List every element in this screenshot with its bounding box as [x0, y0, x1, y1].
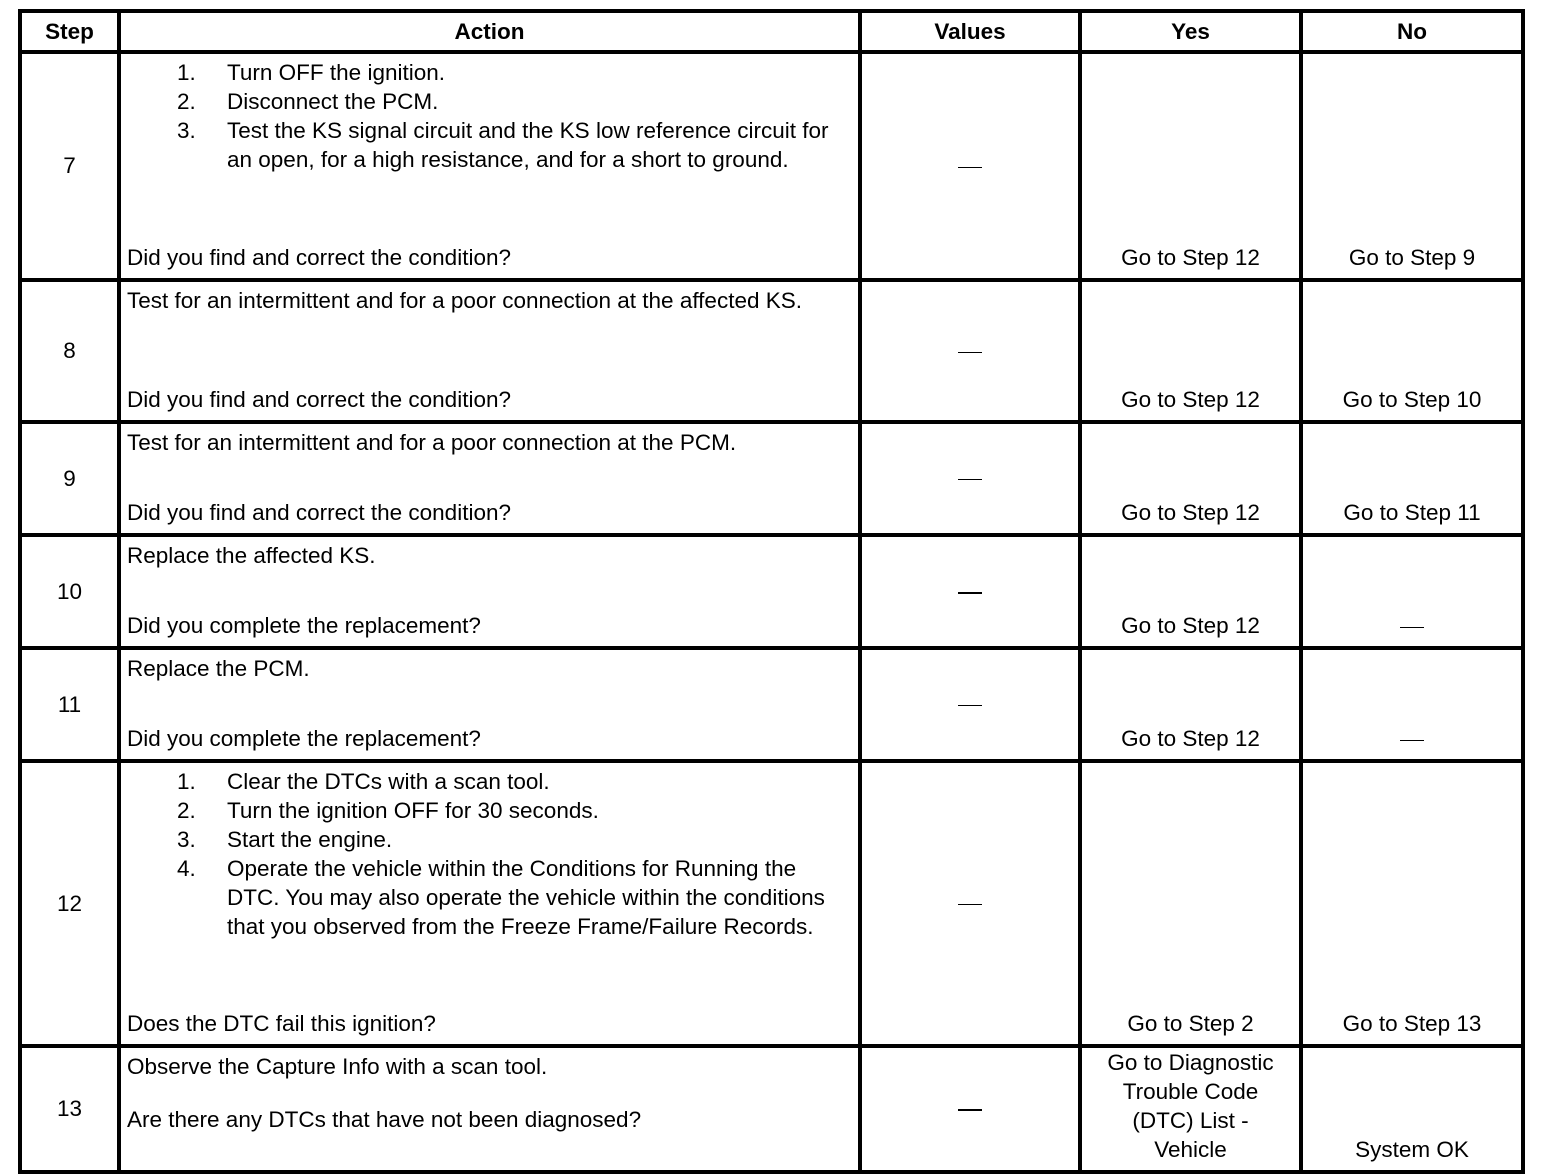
- table-row: [20, 648, 1523, 761]
- values-cell: [860, 1046, 1080, 1172]
- action-question: Does the DTC fail this ignition?: [127, 1011, 436, 1036]
- table-row: [20, 280, 1523, 422]
- values-dash: [958, 705, 982, 706]
- list-item: 3. Test the KS signal circuit and the KS low reference circuit for an open, for a high resistance, and for a short to ground.: [177, 118, 829, 172]
- yes-cell: Go to Step 12: [1080, 422, 1301, 535]
- action-cell: [119, 761, 860, 1046]
- yes-cell: Go to Step 12: [1080, 280, 1301, 422]
- action-cell: [119, 280, 860, 422]
- header-action: Action: [119, 11, 860, 52]
- list-item: 1. Clear the DTCs with a scan tool.: [177, 769, 550, 794]
- values-cell: [860, 535, 1080, 648]
- step-number: 9: [20, 422, 119, 535]
- action-steps-list: [127, 58, 850, 174]
- action-cell: [119, 52, 860, 280]
- action-cell: [119, 535, 860, 648]
- header-no: No: [1301, 11, 1523, 52]
- action-text: Replace the PCM.: [127, 656, 310, 681]
- yes-cell: Go to Diagnostic Trouble Code (DTC) List - Vehicle: [1080, 1046, 1301, 1172]
- list-item: 2. Turn the ignition OFF for 30 seconds.: [177, 798, 599, 823]
- no-cell: Go to Step 10: [1301, 280, 1523, 422]
- step-number: 8: [20, 280, 119, 422]
- yes-cell: Go to Step 12: [1080, 535, 1301, 648]
- no-cell: Go to Step 11: [1301, 422, 1523, 535]
- no-cell: [1301, 535, 1523, 648]
- list-item: 1. Turn OFF the ignition.: [177, 60, 446, 85]
- no-cell: Go to Step 9: [1301, 52, 1523, 280]
- step-number: 12: [20, 761, 119, 1046]
- list-item: 3. Start the engine.: [177, 827, 393, 852]
- table-row: [20, 422, 1523, 535]
- yes-cell: Go to Step 2: [1080, 761, 1301, 1046]
- header-values: Values: [860, 11, 1080, 52]
- action-cell: [119, 1046, 860, 1172]
- values-dash: [958, 167, 982, 168]
- no-cell: System OK: [1301, 1046, 1523, 1172]
- yes-cell: Go to Step 12: [1080, 52, 1301, 280]
- action-question: Did you find and correct the condition?: [127, 245, 511, 270]
- values-dash: [958, 1109, 982, 1111]
- values-cell: [860, 422, 1080, 535]
- no-dash: [1400, 627, 1424, 628]
- step-number: 10: [20, 535, 119, 648]
- diagnostic-steps-table: [18, 9, 1525, 1174]
- list-item: 2. Disconnect the PCM.: [177, 89, 439, 114]
- no-dash: [1400, 740, 1424, 741]
- table-row: [20, 535, 1523, 648]
- action-cell: [119, 648, 860, 761]
- action-text: Observe the Capture Info with a scan tool.: [127, 1054, 548, 1079]
- values-cell: [860, 280, 1080, 422]
- action-question: Did you complete the replacement?: [127, 613, 481, 638]
- action-text: Replace the affected KS.: [127, 543, 376, 568]
- no-cell: Go to Step 13: [1301, 761, 1523, 1046]
- values-dash: [958, 352, 982, 353]
- table-row: [20, 761, 1523, 1046]
- values-dash: [958, 592, 982, 594]
- list-item: 4. Operate the vehicle within the Conditions for Running the DTC. You may also operate the vehicle within the conditions that you observed from the Freeze Frame/Failure Records.: [177, 856, 825, 939]
- action-cell: [119, 422, 860, 535]
- header-row: [20, 11, 1523, 52]
- values-dash: [958, 904, 982, 905]
- values-cell: [860, 648, 1080, 761]
- action-steps-list: [127, 767, 850, 941]
- step-number: 7: [20, 52, 119, 280]
- action-text: Test for an intermittent and for a poor connection at the affected KS.: [127, 288, 802, 313]
- action-question: Did you find and correct the condition?: [127, 500, 511, 525]
- action-question: Did you find and correct the condition?: [127, 387, 511, 412]
- header-step: Step: [20, 11, 119, 52]
- action-question: Did you complete the replacement?: [127, 726, 481, 751]
- step-number: 13: [20, 1046, 119, 1172]
- header-yes: Yes: [1080, 11, 1301, 52]
- action-question: Are there any DTCs that have not been diagnosed?: [127, 1107, 642, 1132]
- values-cell: [860, 761, 1080, 1046]
- action-text: Test for an intermittent and for a poor connection at the PCM.: [127, 430, 737, 455]
- values-dash: [958, 479, 982, 480]
- step-number: 11: [20, 648, 119, 761]
- no-cell: [1301, 648, 1523, 761]
- table-row: [20, 1046, 1523, 1172]
- values-cell: [860, 52, 1080, 280]
- diagnostic-table-page: [18, 9, 1521, 1174]
- yes-cell: Go to Step 12: [1080, 648, 1301, 761]
- table-row: [20, 52, 1523, 280]
